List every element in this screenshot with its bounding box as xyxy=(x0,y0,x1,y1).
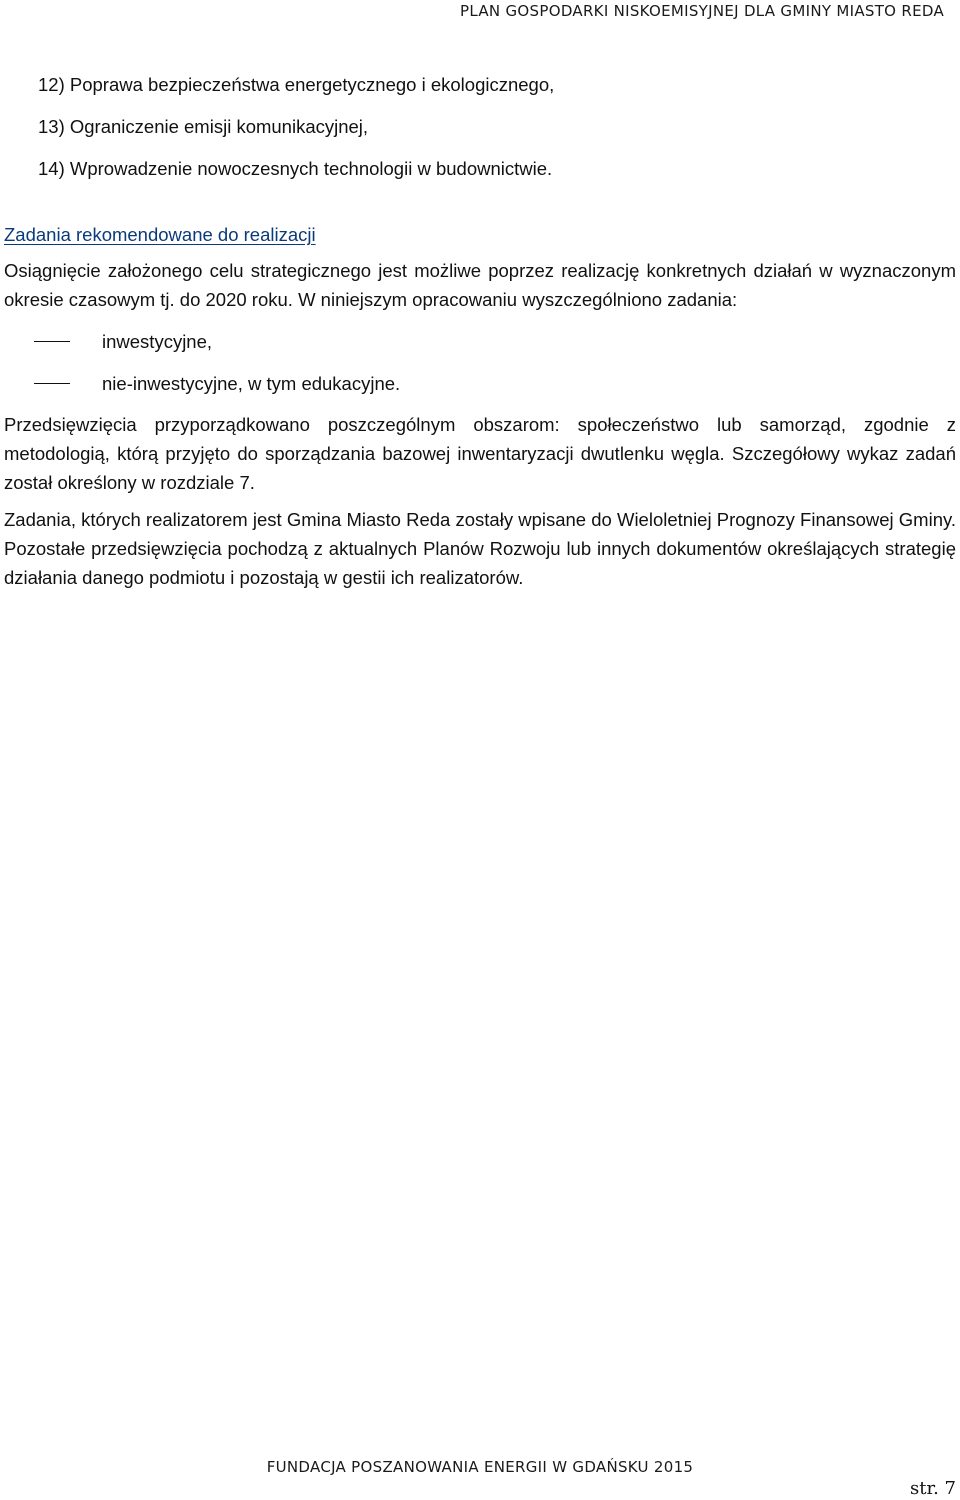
page-number: str. 7 xyxy=(910,1478,956,1499)
section-heading: Zadania rekomendowane do realizacji xyxy=(4,224,316,245)
list-item-label: nie-inwestycyjne, w tym edukacyjne. xyxy=(102,372,401,394)
areas-paragraph: Przedsięwzięcia przyporządkowano poszczególnym obszarom: społeczeństwo lub samorząd, zgodnie z metodologią, którą przyjęto do sporządzania bazowej inwentaryzacji dwutlenku węgla. Szczegółowy wykaz zadań został określony w rozdziale 7. xyxy=(4,414,956,493)
dash-bullet-icon xyxy=(34,341,70,342)
document-body xyxy=(4,64,956,600)
task-type-list xyxy=(4,320,956,404)
page-header: PLAN GOSPODARKI NISKOEMISYJNEJ DLA GMINY MIASTO REDA xyxy=(460,2,944,20)
dash-bullet-icon xyxy=(34,383,70,384)
list-item-label: inwestycyjne, xyxy=(102,330,213,352)
numbered-item-12: 12) Poprawa bezpieczeństwa energetycznego i ekologicznego, xyxy=(38,74,555,95)
implementers-paragraph: Zadania, których realizatorem jest Gmina Miasto Reda zostały wpisane do Wieloletniej Prognozy Finansowej Gminy. Pozostałe przedsięwzięcia pochodzą z aktualnych Planów Rozwoju lub innych dokumentów określających strategię działania danego podmiotu i pozostają w gestii ich realizatorów. xyxy=(4,509,956,588)
page-footer: FUNDACJA POSZANOWANIA ENERGII W GDAŃSKU 2015 xyxy=(266,1458,694,1476)
intro-paragraph: Osiągnięcie założonego celu strategicznego jest możliwe poprzez realizację konkretnych działań w wyznaczonym okresie czasowym tj. do 2020 roku. W niniejszym opracowaniu wyszczególniono zadania: xyxy=(4,260,956,310)
numbered-item-14: 14) Wprowadzenie nowoczesnych technologii w budownictwie. xyxy=(38,158,553,179)
list-item xyxy=(4,362,956,404)
numbered-item-13: 13) Ograniczenie emisji komunikacyjnej, xyxy=(38,116,369,137)
list-item xyxy=(4,320,956,362)
